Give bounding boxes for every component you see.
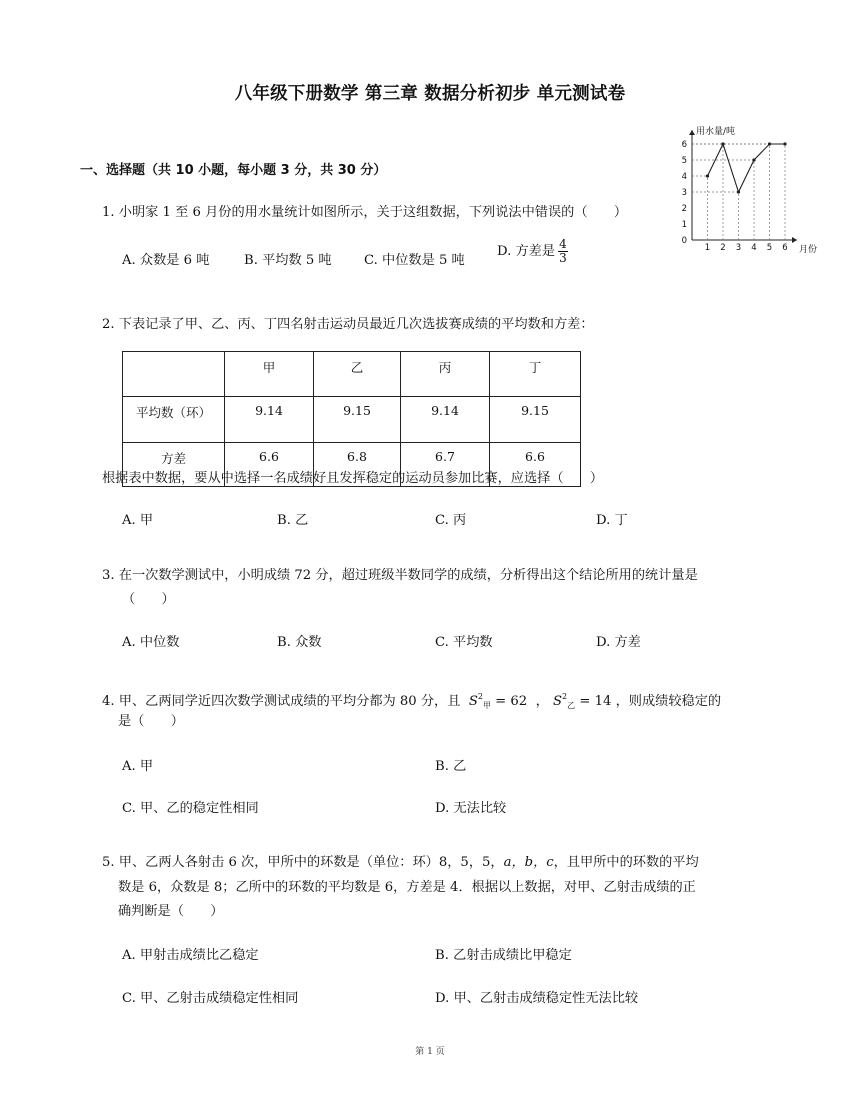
question-1-stem: 1. 小明家 1 至 6 月份的用水量统计如图所示，关于这组数据，下列说法中错误的（ ） (102, 205, 628, 220)
y-tick-label: 1 (681, 220, 687, 230)
q1-option-a: A. 众数是 6 吨 (122, 253, 210, 268)
q2-option-a: A. 甲 (122, 513, 154, 528)
page-title: 八年级下册数学 第三章 数据分析初步 单元测试卷 (234, 84, 626, 104)
x-tick-label: 3 (735, 243, 742, 253)
table-header-cell: 甲 (225, 352, 314, 397)
question-5-stem-line2: 数是 6，众数是 8；乙所中的环数的平均数是 6，方差是 4．根据以上数据，对甲、乙射击成绩的正 (118, 880, 696, 895)
x-axis-label: 月份 (799, 245, 818, 255)
variance-yi-value: = 14 (579, 694, 612, 709)
q5-option-a: A. 甲射击成绩比乙稳定 (122, 948, 259, 963)
question-4-stem-line2: 是（ ） (118, 714, 184, 729)
y-axis-arrow (689, 130, 695, 135)
q4-option-a: A. 甲 (122, 759, 154, 774)
data-point (768, 142, 771, 145)
x-tick-label: 2 (720, 243, 726, 253)
x-tick-label: 6 (782, 243, 788, 253)
q5-option-c: C. 甲、乙射击成绩稳定性相同 (122, 991, 299, 1006)
table-cell: 9.15 (314, 397, 401, 443)
series-line (708, 144, 786, 192)
data-point (752, 158, 755, 161)
y-tick-label: 0 (681, 236, 687, 246)
q5-option-d: D. 甲、乙射击成绩稳定性无法比较 (435, 991, 639, 1006)
table-cell: 6.6 (225, 443, 314, 487)
table-cell: 方差 (123, 443, 225, 487)
y-tick-label: 4 (681, 172, 687, 182)
data-point (706, 174, 709, 177)
variance-yi-sub: 乙 (567, 701, 576, 710)
table-cell: 9.14 (401, 397, 490, 443)
page-number: 第 1 页 (415, 1047, 445, 1057)
q1-option-b: B. 平均数 5 吨 (244, 253, 332, 268)
x-tick-label: 5 (766, 243, 773, 253)
q4-option-d: D. 无法比较 (435, 801, 507, 816)
table-header-cell (123, 352, 225, 397)
x-tick-label: 4 (751, 243, 757, 253)
y-axis-label: 用水量/吨 (696, 127, 736, 137)
variance-jia: $S^2_甲$ (464, 692, 491, 710)
question-4-stem: 4. 甲、乙两同学近四次数学测试成绩的平均分都为 80 分，且 $S^2_甲 = 62$ ， $S^2_乙 = 14$ ，则成绩较稳定的 (102, 692, 722, 710)
data-point (721, 142, 724, 145)
q4-option-c: C. 甲、乙的稳定性相同 (122, 801, 259, 816)
fraction (558, 238, 568, 265)
q5-option-b: B. 乙射击成绩比甲稳定 (435, 948, 572, 963)
x-axis-arrow (792, 237, 797, 243)
table-row (123, 397, 581, 443)
table-cell: 9.14 (225, 397, 314, 443)
data-point (737, 190, 740, 193)
y-tick-label: 5 (681, 156, 687, 166)
q2-option-d: D. 丁 (596, 513, 628, 528)
table-header-row (123, 352, 581, 397)
table-header-cell: 丙 (401, 352, 490, 397)
section-heading: 一、选择题（共 10 小题，每小题 3 分，共 30 分） (80, 163, 387, 178)
question-2-stem: 2. 下表记录了甲、乙、丙、丁四名射击运动员最近几次选拔赛成绩的平均数和方差： (102, 317, 594, 332)
question-2-follow: 根据表中数据，要从中选择一名成绩好且发挥稳定的运动员参加比赛，应选择（ ） (102, 471, 604, 486)
q1-option-d (497, 238, 568, 265)
q4-text: 4. 甲、乙两同学近四次数学测试成绩的平均分都为 80 分，且 (102, 694, 461, 709)
table-header-cell: 丁 (490, 352, 581, 397)
q3-option-c: C. 平均数 (435, 635, 493, 650)
question-5-stem-line3: 确判断是（ ） (118, 904, 224, 919)
q3-option-d: D. 方差 (596, 635, 641, 650)
variance-jia-sub: 甲 (482, 701, 491, 710)
fraction-numerator: 4 (559, 237, 567, 251)
table-cell: 6.8 (314, 443, 401, 487)
question-5-stem (102, 851, 699, 874)
q3-option-a: A. 中位数 (122, 635, 180, 650)
table-header-cell: 乙 (314, 352, 401, 397)
x-tick-label: 1 (704, 243, 711, 253)
variance-yi: $S^2_乙$ (553, 692, 576, 710)
q2-option-b: B. 乙 (277, 513, 309, 528)
y-tick-label: 3 (681, 188, 687, 198)
table-cell: 平均数（环） (123, 397, 225, 443)
q5-text: 5. 甲、乙两人各射击 6 次，甲所中的环数是（单位：环）8，5，5， (102, 855, 504, 870)
question-3-stem: 3. 在一次数学测试中，小明成绩 72 分，超过班级半数同学的成绩，分析得出这个结论所用的统计量是 (102, 568, 698, 583)
table-cell: 6.7 (401, 443, 490, 487)
y-tick-label: 6 (681, 140, 687, 150)
q5-variables: a，b，c (503, 855, 554, 870)
table-cell: 9.15 (490, 397, 581, 443)
question-3-stem-cont: （ ） (122, 592, 175, 607)
variance-jia-value: = 62 (495, 694, 528, 709)
table-cell: 6.6 (490, 443, 581, 487)
q1-option-c: C. 中位数是 5 吨 (364, 253, 465, 268)
q4-option-b: B. 乙 (435, 759, 467, 774)
data-point (783, 142, 786, 145)
fraction-denominator: 3 (559, 251, 567, 265)
q2-option-c: C. 丙 (435, 513, 467, 528)
y-tick-label: 2 (681, 204, 687, 214)
water-usage-chart (670, 118, 830, 258)
q1-option-d-label: D. 方差是 (497, 244, 556, 259)
q5-text-cont: ，且甲所中的环数的平均 (553, 855, 699, 870)
q4-text-cont: ，则成绩较稳定的 (615, 694, 722, 709)
q3-option-b: B. 众数 (277, 635, 322, 650)
